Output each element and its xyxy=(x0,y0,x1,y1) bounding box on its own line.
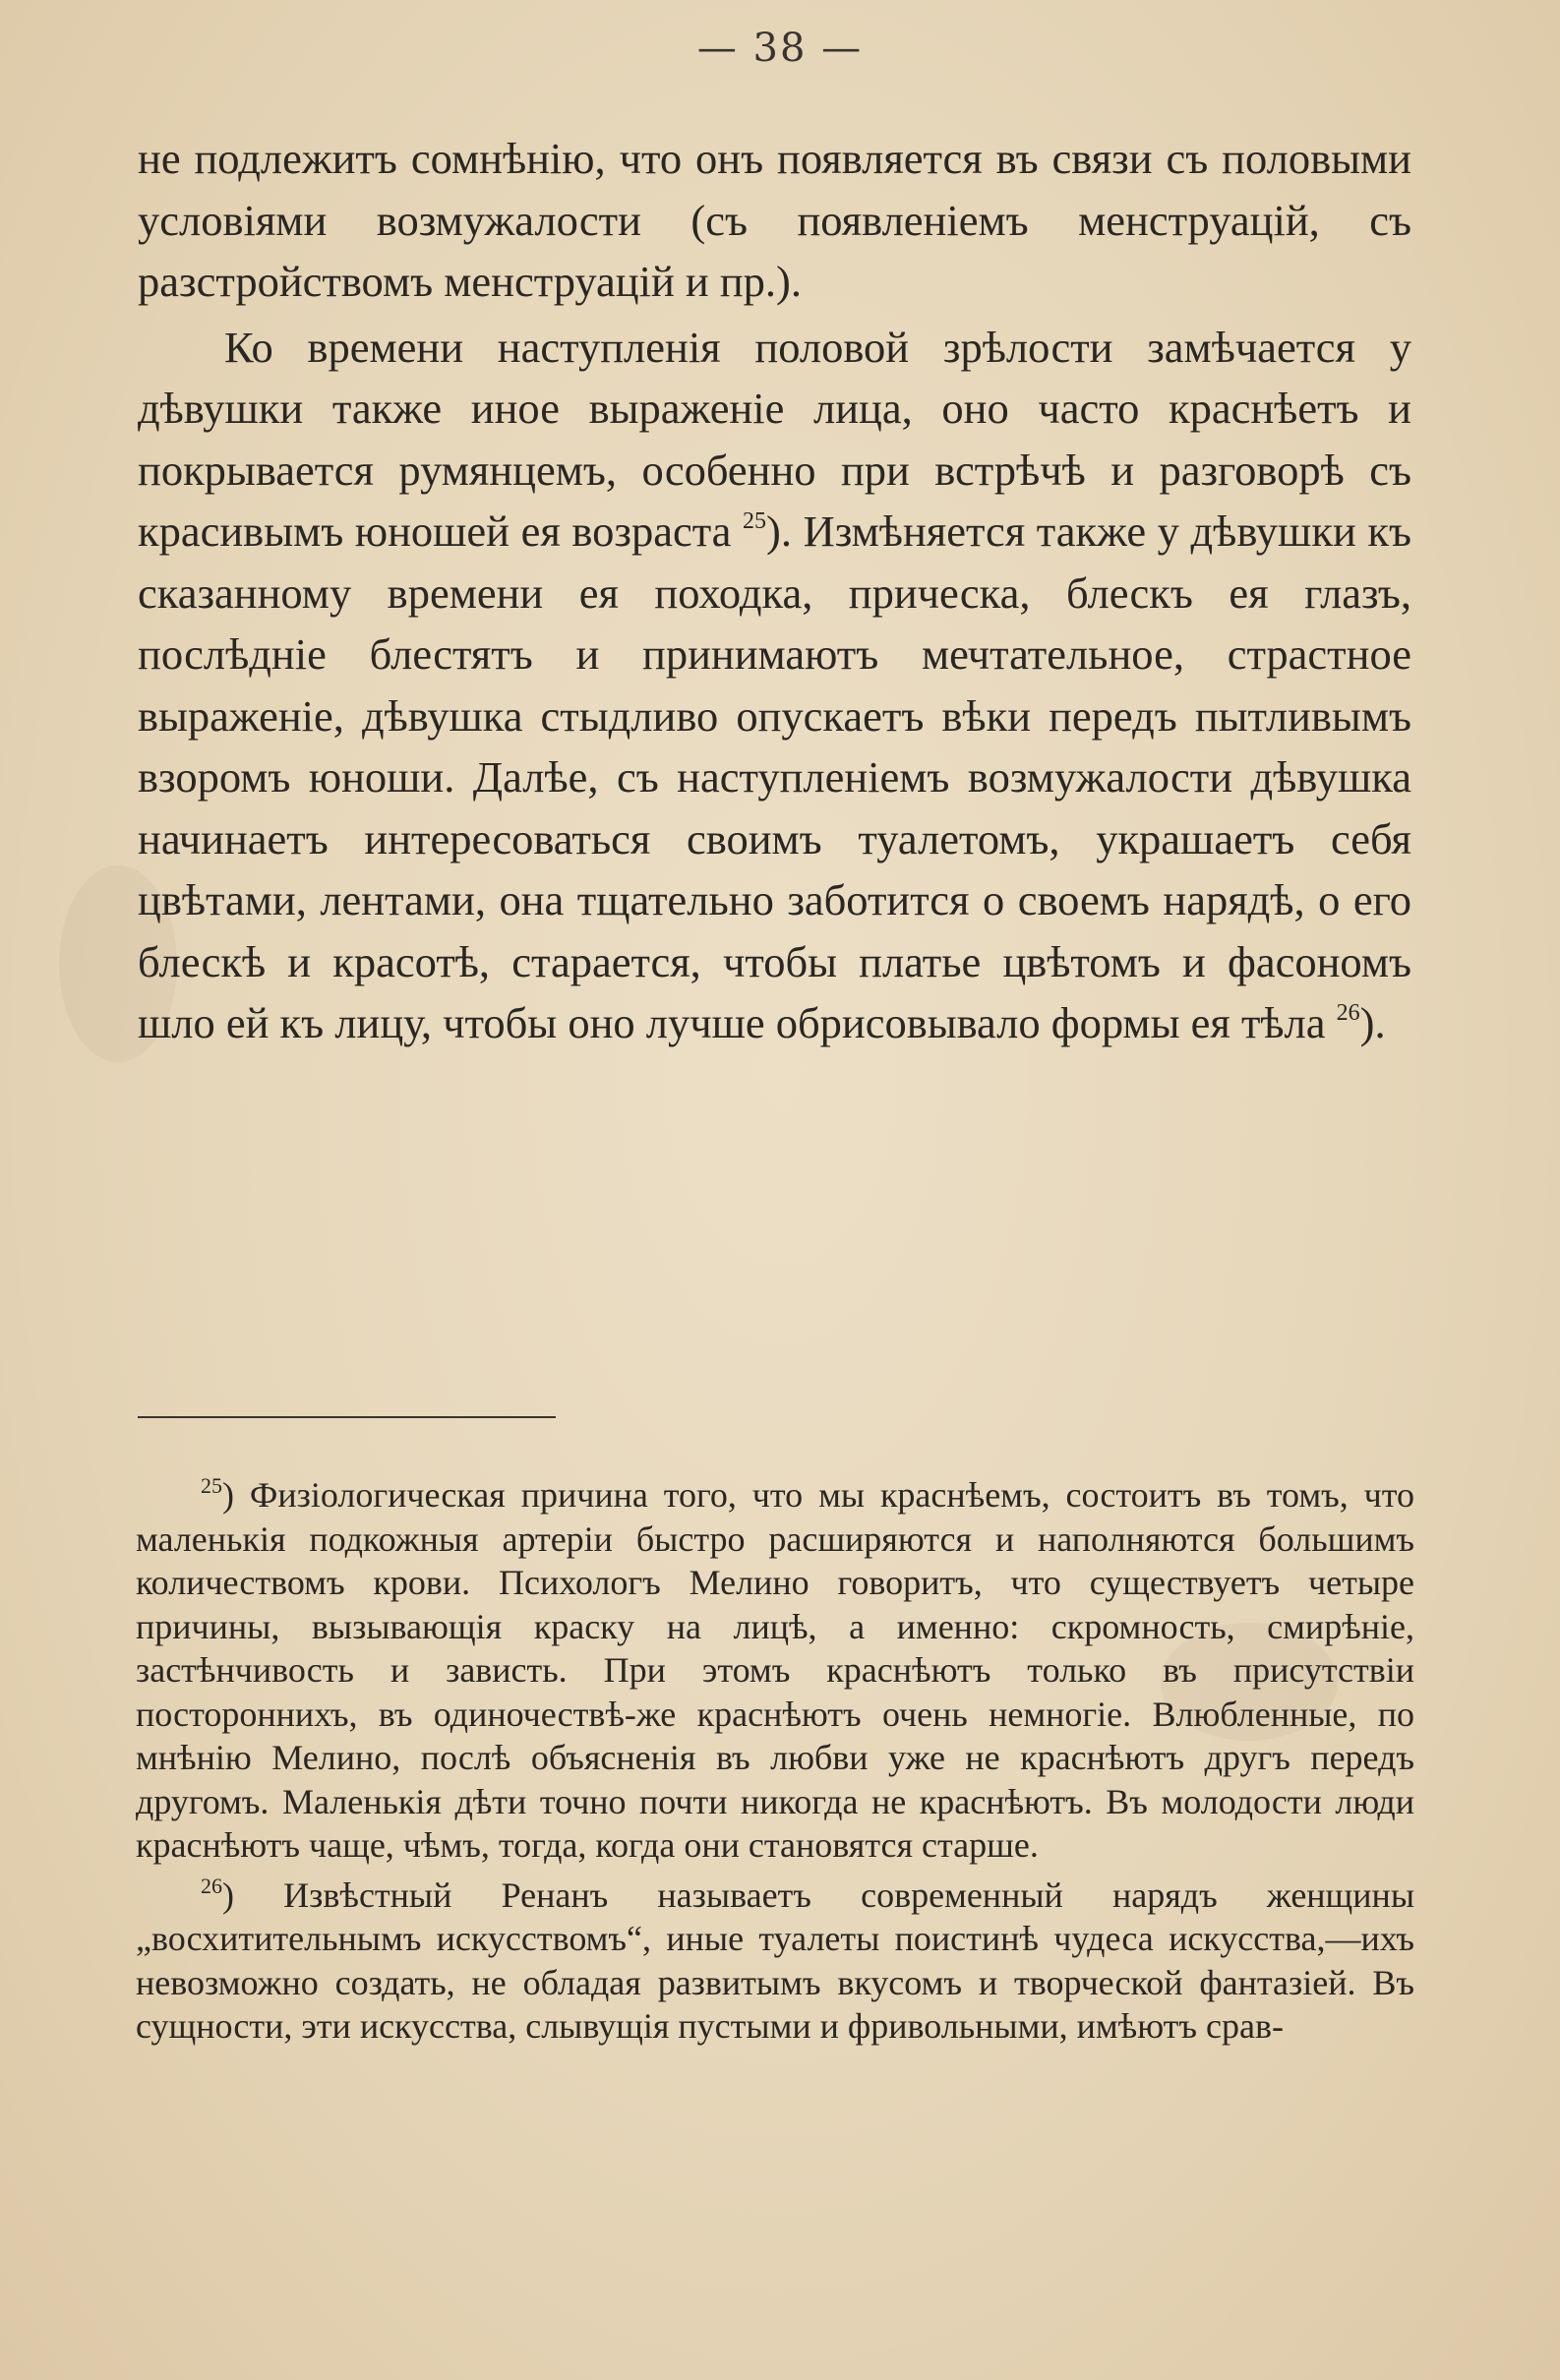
footnote-26 xyxy=(136,1874,1414,2049)
footnote-separator xyxy=(138,1416,556,1418)
paragraph-text-part: ). Измѣняется также у дѣвушки къ сказанному времени ея походка, прическа, блескъ ея глазъ, послѣдніе блестятъ и принимаютъ мечтательное, страстное выраженіе, дѣвушка стыдливо опускаетъ вѣки передъ пытливымъ взоромъ юноши. Далѣе, съ наступленіемъ возмужалости дѣвушка начинаетъ интересоваться своимъ туалетомъ, украшаетъ себя цвѣтами, лентами, она тщательно заботится о своемъ нарядѣ, о его блескѣ и красотѣ, старается, чтобы платье цвѣтомъ и фасономъ шло ей къ лицу, чтобы оно лучше обрисовывало формы ея тѣла xyxy=(138,506,1411,1047)
main-text xyxy=(138,128,1411,1054)
footnote-text: ) Извѣстный Ренанъ называетъ современный нарядъ женщины „восхитительнымъ искусствомъ“, иные туалеты поистинѣ чудеса искусства,—ихъ невозможно создать, не обладая развитымъ вкусомъ и творческой фантазіей. Въ сущности, эти искусства, слывущія пустыми и фривольными, имѣютъ срав- xyxy=(136,1874,1414,2046)
paragraph-puberty xyxy=(138,317,1411,1054)
footnote-text: ) Физіологическая причина того, что мы краснѣемъ, состоитъ въ томъ, что маленькія подкожныя артеріи быстро расширяются и наполняются большимъ количествомъ крови. Психологъ Мелино говоритъ, что существуетъ четыре причины, вызывающія краску на лицѣ, а именно: скромность, смирѣніе, застѣнчивость и зависть. При этомъ краснѣютъ только въ присутствіи постороннихъ, въ одиночествѣ-же краснѣютъ очень немногіе. Влюбленные, по мнѣнію Мелино, послѣ объясненія въ любви уже не краснѣютъ другъ передъ другомъ. Маленькія дѣти точно почти никогда не краснѣютъ. Въ молодости люди краснѣютъ чаще, чѣмъ, тогда, когда они становятся старше. xyxy=(136,1475,1414,1865)
footnote-number: 26 xyxy=(201,1873,222,1898)
footnote-25 xyxy=(136,1473,1414,1868)
footnotes xyxy=(136,1473,1414,2049)
footnote-number: 25 xyxy=(201,1473,222,1498)
paragraph-text-part: ). xyxy=(1359,998,1386,1047)
paragraph-text-part: Ко времени наступленія половой зрѣлости замѣчается у дѣвушки также иное выраженіе лица, оно часто краснѣетъ и покрывается румянцемъ, особенно при встрѣчѣ и разговорѣ съ красивымъ юношей ея возраста xyxy=(138,322,1411,556)
footnote-reference-25: 25 xyxy=(743,508,767,534)
paragraph-continuation: не подлежитъ сомнѣнію, что онъ появляется въ связи съ половыми условіями возмужалости (съ появленіемъ менструацій, съ разстройствомъ менструацій и пр.). xyxy=(138,134,1411,306)
footnote-reference-26: 26 xyxy=(1336,1000,1360,1026)
page-number: — 38 — xyxy=(696,26,864,71)
